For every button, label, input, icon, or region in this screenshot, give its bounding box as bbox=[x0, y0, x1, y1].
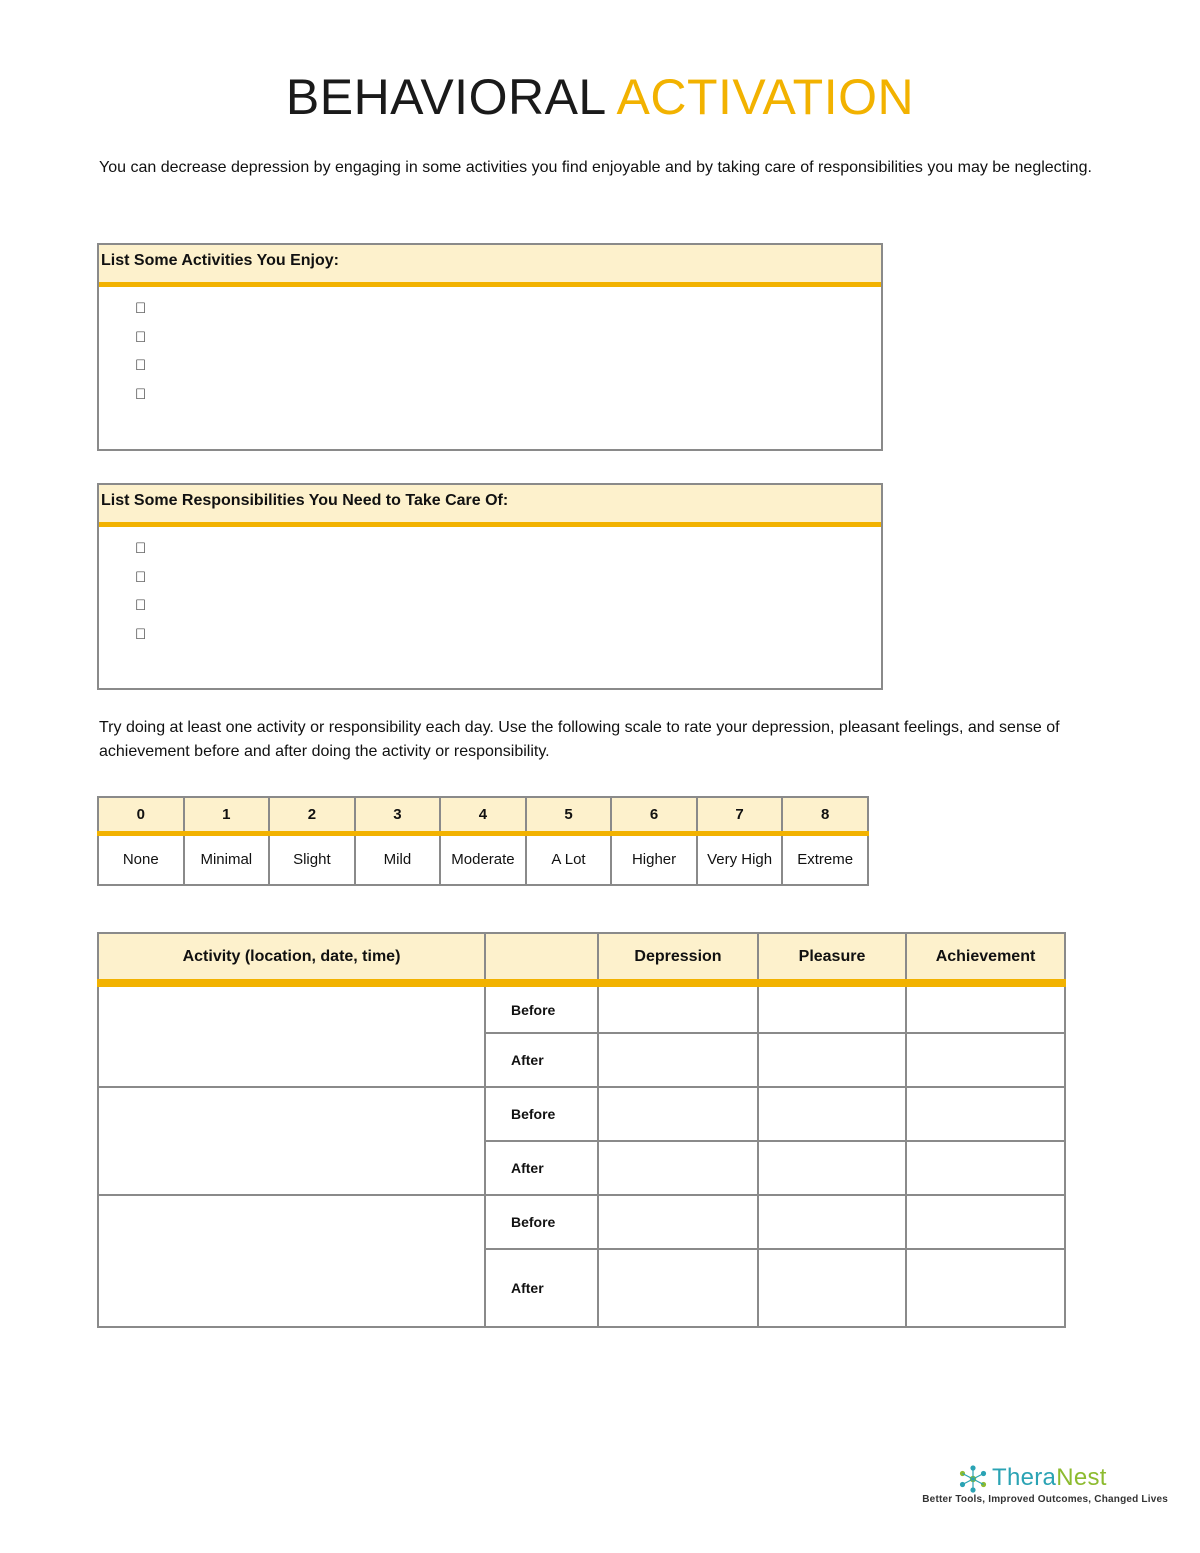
scale-number: 0 bbox=[98, 797, 184, 833]
brand-name-part2: Nest bbox=[1056, 1464, 1107, 1491]
scale-label: A Lot bbox=[526, 833, 612, 885]
tracker-header-row bbox=[98, 933, 1065, 983]
intro-paragraph: You can decrease depression by engaging in some activities you find enjoyable and by taking care of responsibilities you may be neglecting. bbox=[99, 159, 1092, 176]
pleasure-cell[interactable] bbox=[758, 1249, 906, 1327]
scale-number: 8 bbox=[782, 797, 868, 833]
scale-label: None bbox=[98, 833, 184, 885]
achievement-cell[interactable] bbox=[906, 1033, 1065, 1087]
activities-list bbox=[99, 287, 881, 409]
table-row bbox=[98, 1087, 1065, 1141]
activity-cell[interactable] bbox=[98, 1195, 485, 1327]
achievement-column-header: Achievement bbox=[906, 933, 1065, 983]
scale-label: Minimal bbox=[184, 833, 270, 885]
before-label: Before bbox=[485, 1195, 598, 1249]
pleasure-cell[interactable] bbox=[758, 1033, 906, 1087]
scale-number-row bbox=[98, 797, 868, 833]
scale-label: Moderate bbox=[440, 833, 526, 885]
pleasure-cell[interactable] bbox=[758, 1141, 906, 1195]
achievement-cell[interactable] bbox=[906, 983, 1065, 1033]
before-label: Before bbox=[485, 983, 598, 1033]
depression-cell[interactable] bbox=[598, 1141, 758, 1195]
scale-label-row bbox=[98, 833, 868, 885]
scale-label: Extreme bbox=[782, 833, 868, 885]
list-item[interactable] bbox=[135, 352, 881, 381]
achievement-cell[interactable] bbox=[906, 1087, 1065, 1141]
molecule-logo-icon bbox=[958, 1464, 988, 1494]
depression-cell[interactable] bbox=[598, 1195, 758, 1249]
list-item[interactable] bbox=[135, 535, 881, 564]
title-part-activation: ACTIVATION bbox=[616, 69, 915, 125]
brand-tagline: Better Tools, Improved Outcomes, Changed Lives bbox=[922, 1494, 1168, 1505]
scale-number: 1 bbox=[184, 797, 270, 833]
achievement-cell[interactable] bbox=[906, 1195, 1065, 1249]
before-label: Before bbox=[485, 1087, 598, 1141]
after-label: After bbox=[485, 1033, 598, 1087]
activities-box bbox=[97, 243, 883, 451]
scale-number: 4 bbox=[440, 797, 526, 833]
depression-cell[interactable] bbox=[598, 1087, 758, 1141]
pleasure-cell[interactable] bbox=[758, 983, 906, 1033]
activity-cell[interactable] bbox=[98, 1087, 485, 1195]
responsibilities-header: List Some Responsibilities You Need to Take Care Of: bbox=[99, 485, 881, 527]
responsibilities-list bbox=[99, 527, 881, 649]
depression-cell[interactable] bbox=[598, 1249, 758, 1327]
table-row bbox=[98, 1195, 1065, 1249]
after-label: After bbox=[485, 1249, 598, 1327]
brand-name bbox=[992, 1464, 1107, 1492]
scale-number: 5 bbox=[526, 797, 612, 833]
list-item[interactable] bbox=[135, 381, 881, 410]
timing-column-header bbox=[485, 933, 598, 983]
activities-header: List Some Activities You Enjoy: bbox=[99, 245, 881, 287]
scale-number: 7 bbox=[697, 797, 783, 833]
achievement-cell[interactable] bbox=[906, 1141, 1065, 1195]
rating-scale-table bbox=[97, 796, 869, 886]
depression-cell[interactable] bbox=[598, 983, 758, 1033]
depression-cell[interactable] bbox=[598, 1033, 758, 1087]
scale-number: 3 bbox=[355, 797, 441, 833]
scale-label: Very High bbox=[697, 833, 783, 885]
list-item[interactable] bbox=[135, 324, 881, 353]
scale-number: 6 bbox=[611, 797, 697, 833]
title-part-behavioral: BEHAVIORAL bbox=[285, 69, 605, 125]
scale-label: Slight bbox=[269, 833, 355, 885]
achievement-cell[interactable] bbox=[906, 1249, 1065, 1327]
list-item[interactable] bbox=[135, 621, 881, 650]
after-label: After bbox=[485, 1141, 598, 1195]
scale-number: 2 bbox=[269, 797, 355, 833]
activity-cell[interactable] bbox=[98, 983, 485, 1087]
depression-column-header: Depression bbox=[598, 933, 758, 983]
list-item[interactable] bbox=[135, 564, 881, 593]
table-row bbox=[98, 983, 1065, 1033]
brand-name-part1: Thera bbox=[992, 1464, 1057, 1491]
activity-tracker-table bbox=[97, 932, 1066, 1328]
activity-column-header: Activity (location, date, time) bbox=[98, 933, 485, 983]
list-item[interactable] bbox=[135, 592, 881, 621]
pleasure-cell[interactable] bbox=[758, 1087, 906, 1141]
responsibilities-box bbox=[97, 483, 883, 690]
scale-label: Higher bbox=[611, 833, 697, 885]
pleasure-cell[interactable] bbox=[758, 1195, 906, 1249]
page-title bbox=[0, 68, 1200, 126]
scale-label: Mild bbox=[355, 833, 441, 885]
instructions-paragraph: Try doing at least one activity or responsibility each day. Use the following scale to rate your depression, pleasant feelings, and sense of achievement before and after doing the activity or responsibility. bbox=[99, 719, 1060, 760]
pleasure-column-header: Pleasure bbox=[758, 933, 906, 983]
list-item[interactable] bbox=[135, 295, 881, 324]
brand-logo bbox=[958, 1462, 1118, 1498]
